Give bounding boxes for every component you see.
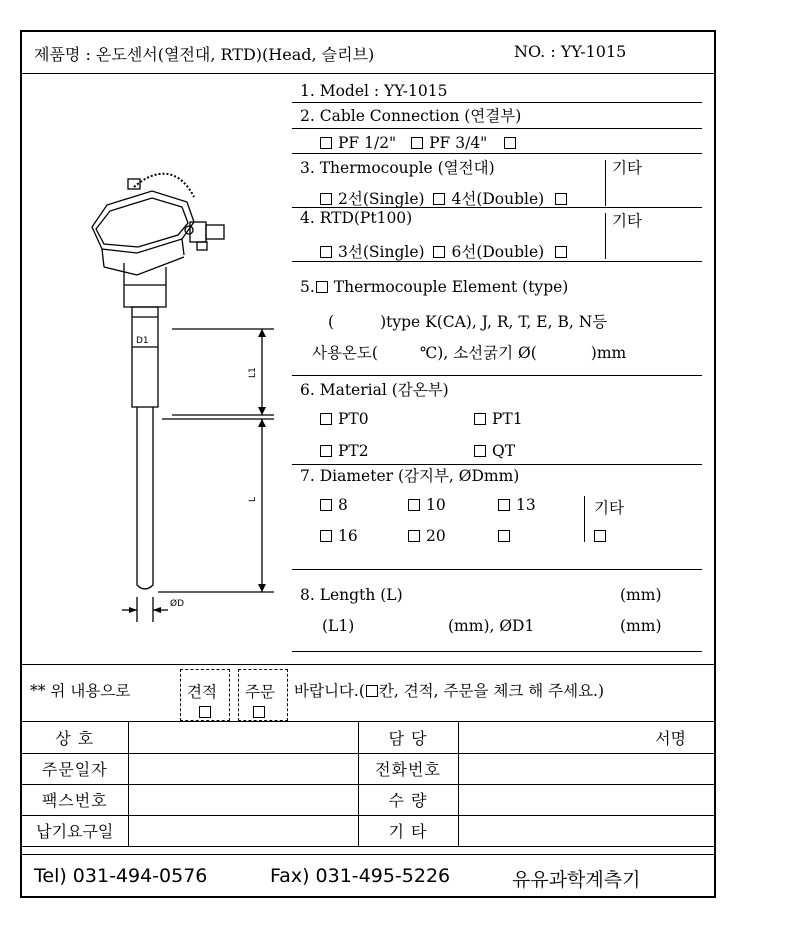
od-label: ØD	[170, 599, 185, 609]
divider	[292, 128, 702, 129]
tc-other-checkbox[interactable]	[555, 193, 567, 205]
note-tail	[294, 679, 604, 701]
fax-label: 팩스번호	[22, 784, 128, 815]
dia-10	[408, 496, 446, 514]
element-type-open: (	[328, 313, 335, 331]
material-row-2	[320, 442, 369, 460]
note-tail-b: 칸, 견적, 주문을 체크 해 주세요.)	[378, 682, 605, 700]
spec-diameter-title: 7. Diameter (감지부, ØDmm)	[300, 467, 520, 485]
spec-model: 1. Model : YY-1015	[300, 82, 448, 100]
material-row-1	[320, 410, 369, 428]
separator	[584, 496, 585, 542]
dia-8-label: 8	[338, 496, 348, 514]
manager-field[interactable]	[458, 722, 714, 753]
cable-pf12-checkbox[interactable]	[320, 137, 332, 149]
material-pt0-label: PT0	[338, 410, 369, 428]
tc-etc-label: 기타	[612, 159, 642, 177]
dia-13	[498, 496, 536, 514]
divider	[292, 261, 702, 262]
element-title-row	[300, 278, 568, 296]
dia-13-label: 13	[516, 496, 536, 514]
element-type-row	[328, 310, 607, 332]
company-label: 상 호	[22, 722, 128, 753]
dia-8	[320, 496, 348, 514]
order-checkbox[interactable]	[253, 706, 265, 718]
table-row	[22, 784, 714, 815]
sign-label: 서명	[655, 728, 686, 748]
table-row	[22, 753, 714, 784]
dia-20-label: 20	[426, 527, 446, 545]
dia-etc-label: 기타	[594, 499, 624, 517]
divider	[292, 207, 702, 208]
qty-field[interactable]	[458, 784, 714, 815]
note-prefix: ** 위 내용으로	[30, 682, 131, 700]
dia-8-checkbox[interactable]	[320, 499, 332, 511]
dia-10-label: 10	[426, 496, 446, 514]
note-checkbox-sample	[366, 685, 378, 697]
order-date-field[interactable]	[128, 753, 358, 784]
quote-label: 견적	[187, 683, 217, 701]
d1-label: D1	[136, 336, 149, 346]
divider	[292, 153, 702, 154]
quote-box[interactable]	[180, 669, 230, 721]
divider	[292, 651, 702, 652]
tc-options	[320, 187, 573, 209]
spec-length-title: 8. Length (L)	[300, 586, 403, 604]
product-number: NO. : YY-1015	[514, 42, 627, 61]
fax-field[interactable]	[128, 784, 358, 815]
length-l1-unit: (mm), ØD1	[448, 617, 535, 635]
dia-blank-checkbox[interactable]	[498, 530, 510, 542]
tc-4wire-label: 4선(Double)	[451, 190, 545, 208]
request-note	[22, 664, 714, 722]
cable-options	[320, 134, 522, 152]
divider	[292, 375, 702, 376]
dia-other	[594, 527, 612, 545]
dia-20-checkbox[interactable]	[408, 530, 420, 542]
rtd-6wire-checkbox[interactable]	[433, 246, 445, 258]
tc-2wire-label: 2선(Single)	[338, 190, 425, 208]
element-temp-row	[312, 341, 626, 363]
footer	[22, 854, 714, 896]
phone-label: 전화번호	[358, 753, 458, 784]
wire-gauge-unit: )mm	[590, 344, 627, 362]
separator	[605, 213, 606, 259]
element-number: 5.	[300, 278, 315, 296]
l1-label: L1	[248, 367, 258, 378]
spec-tc-title: 3. Thermocouple (열전대)	[300, 159, 495, 177]
dia-13-checkbox[interactable]	[498, 499, 510, 511]
dia-16-label: 16	[338, 527, 358, 545]
dia-16-checkbox[interactable]	[320, 530, 332, 542]
phone-field[interactable]	[458, 753, 714, 784]
manager-label: 담 당	[358, 722, 458, 753]
l-label: L	[248, 496, 258, 502]
divider	[292, 569, 702, 570]
divider	[292, 102, 702, 103]
material-pt2-checkbox[interactable]	[320, 445, 332, 457]
material-qt-checkbox[interactable]	[474, 445, 486, 457]
form-header	[22, 32, 714, 74]
dia-blank	[498, 527, 516, 545]
footer-company: 유유과학계측기	[512, 869, 641, 891]
rtd-3wire-label: 3선(Single)	[338, 243, 425, 261]
dia-10-checkbox[interactable]	[408, 499, 420, 511]
footer-fax: Fax) 031-495-5226	[270, 865, 451, 887]
material-row-2b	[474, 442, 515, 460]
order-form	[20, 30, 716, 898]
product-title: 제품명 : 온도센서(열전대, RTD)(Head, 슬리브)	[34, 45, 375, 64]
material-pt1-checkbox[interactable]	[474, 413, 486, 425]
footer-tel: Tel) 031-494-0576	[34, 865, 208, 887]
cable-other-checkbox[interactable]	[504, 137, 516, 149]
sensor-drawing	[62, 167, 258, 609]
order-box[interactable]	[238, 669, 288, 721]
separator	[605, 160, 606, 206]
etc-field[interactable]	[458, 815, 714, 846]
material-pt0-checkbox[interactable]	[320, 413, 332, 425]
material-row-1b	[474, 410, 523, 428]
material-pt1-label: PT1	[492, 410, 523, 428]
cable-pf12-label: PF 1/2"	[338, 134, 397, 152]
etc-label: 기 타	[358, 815, 458, 846]
dia-16	[320, 527, 358, 545]
rtd-etc-label: 기타	[612, 212, 642, 230]
rtd-other-checkbox[interactable]	[555, 246, 567, 258]
length-d1-unit: (mm)	[620, 617, 662, 635]
cable-pf34-label: PF 3/4"	[429, 134, 488, 152]
note-tail-a: 바랍니다.(	[294, 682, 365, 700]
company-field[interactable]	[128, 722, 358, 753]
element-type-list: )type K(CA), J, R, T, E, B, N등	[380, 313, 608, 331]
length-l1-label: (L1)	[322, 617, 355, 635]
rtd-6wire-label: 6선(Double)	[451, 243, 545, 261]
material-pt2-label: PT2	[338, 442, 369, 460]
rtd-3wire-checkbox[interactable]	[320, 246, 332, 258]
element-title: Thermocouple Element (type)	[333, 278, 569, 296]
table-row	[22, 722, 714, 753]
table-row	[22, 815, 714, 846]
tc-2wire-checkbox[interactable]	[320, 193, 332, 205]
due-label: 납기요구일	[22, 815, 128, 846]
dia-20	[408, 527, 446, 545]
tc-4wire-checkbox[interactable]	[433, 193, 445, 205]
wire-gauge-label: ℃), 소선굵기 Ø(	[419, 344, 537, 362]
dia-other-checkbox[interactable]	[594, 530, 606, 542]
rtd-options	[320, 240, 573, 262]
order-label: 주문	[245, 683, 275, 701]
material-qt-label: QT	[492, 442, 516, 460]
customer-info-table	[22, 722, 714, 847]
spec-material-title: 6. Material (감온부)	[300, 381, 449, 399]
length-unit: (mm)	[620, 586, 662, 604]
spec-cable-title: 2. Cable Connection (연결부)	[300, 107, 522, 125]
spec-rtd-title: 4. RTD(Pt100)	[300, 209, 413, 227]
due-field[interactable]	[128, 815, 358, 846]
cable-pf34-checkbox[interactable]	[411, 137, 423, 149]
order-date-label: 주문일자	[22, 753, 128, 784]
quote-checkbox[interactable]	[199, 706, 211, 718]
element-checkbox[interactable]	[316, 281, 328, 293]
qty-label: 수 량	[358, 784, 458, 815]
use-temp-label: 사용온도(	[312, 344, 378, 362]
